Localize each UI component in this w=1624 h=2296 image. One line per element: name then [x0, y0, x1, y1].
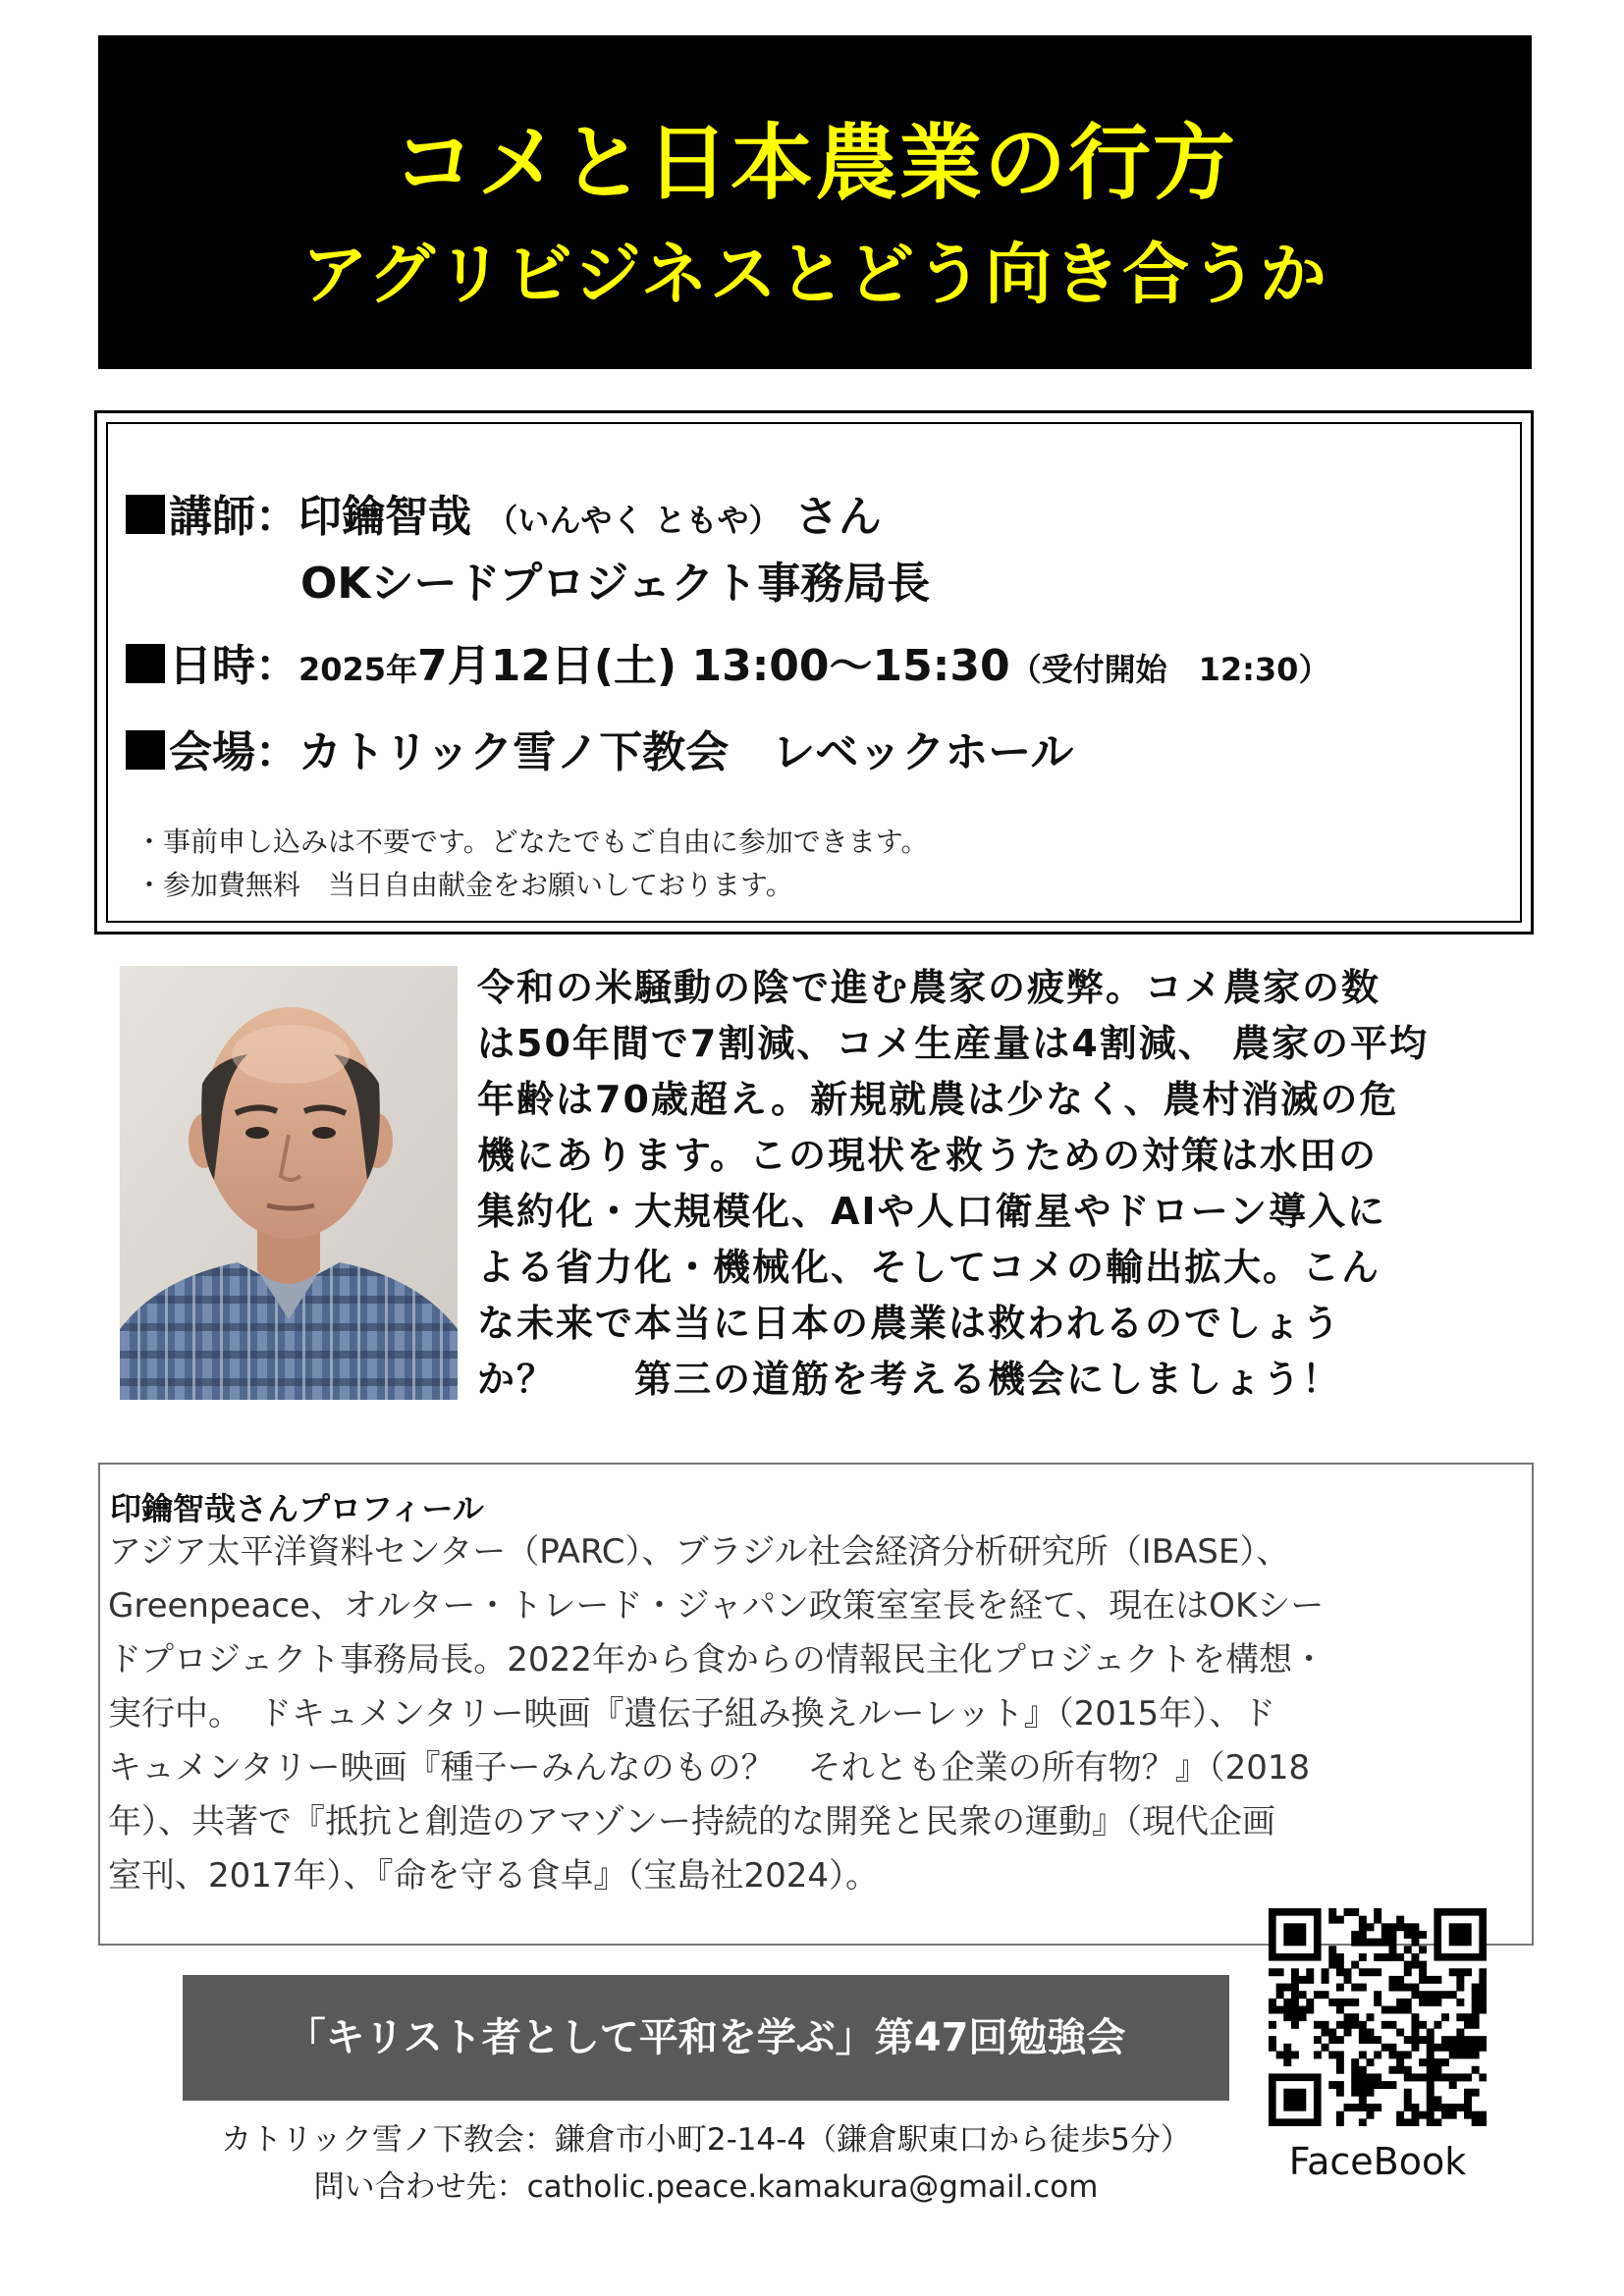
note-fee: ・参加費無料 当日自由献金をお願いしております。: [135, 869, 793, 901]
profile-line: ドプロジェクト事務局長。2022年から食からの情報民主化プロジェクトを構想・: [108, 1640, 1326, 1680]
profile-line: 実行中。 ドキュメンタリー映画『遺伝子組み換えルーレット』（2015年）、ド: [108, 1694, 1276, 1734]
event-info-inner-border: [106, 422, 1522, 923]
speaker-name: 印鑰智哉: [298, 492, 471, 542]
bullet-square-icon: [126, 495, 165, 534]
bullet-square-icon: [126, 644, 165, 683]
lead-line: 年齢は70歳超え。新規就農は少なく、農村消滅の危: [477, 1078, 1399, 1121]
lead-line: か？ 第三の道筋を考える機会にしましょう！: [477, 1358, 1342, 1401]
datetime-date: 7月12日(土) 13:00～15:30: [417, 641, 1010, 691]
datetime-reception: （受付開始 12:30）: [1009, 651, 1330, 688]
contact-email: 問い合わせ先：catholic.peace.kamakura@gmail.com: [313, 2169, 1099, 2205]
lead-line: よる省力化・機械化、そしてコメの輸出拡大。こん: [477, 1246, 1381, 1289]
profile-line: アジア太平洋資料センター（PARC）、ブラジル社会経済分析研究所（IBASE）、: [108, 1532, 1290, 1572]
event-info-box: [94, 410, 1534, 934]
title-banner: [98, 35, 1532, 369]
speaker-suffix: さん: [794, 492, 882, 542]
lead-line: 集約化・大規模化、AIや人口衛星やドローン導入に: [477, 1190, 1387, 1233]
venue-row: [126, 717, 1073, 779]
speaker-label: 講師：: [169, 492, 298, 542]
profile-line: キュメンタリー映画『種子ーみんなのもの？ それとも企業の所有物？』（2018: [108, 1748, 1311, 1788]
lead-line: 機にあります。この現状を救うための対策は水田の: [477, 1134, 1378, 1177]
datetime-year: 2025年: [298, 651, 418, 688]
subtitle: アグリビジネスとどう向き合うか: [301, 237, 1328, 314]
series-banner-text: 「キリスト者として平和を学ぶ」第47回勉強会: [286, 2015, 1126, 2060]
lead-line: な未来で本当に日本の農業は救われるのでしょう: [477, 1302, 1342, 1345]
series-banner: [183, 1975, 1229, 2101]
lead-line: 令和の米騒動の陰で進む農家の疲弊。コメ農家の数: [477, 966, 1381, 1009]
datetime-label: 日時：: [169, 641, 298, 691]
profile-line: 年）、共著で『抵抗と創造のアマゾンー持続的な開発と民衆の運動』（現代企画: [108, 1802, 1275, 1842]
bullet-square-icon: [126, 730, 165, 770]
speaker-row: [126, 481, 882, 544]
lead-line: は50年間で7割減、コメ生産量は4割減、 農家の平均: [477, 1022, 1429, 1065]
main-title: コメと日本農業の行方: [392, 115, 1237, 211]
profile-box: [98, 1463, 1534, 1946]
note-registration: ・事前申し込みは不要です。どなたでもご自由に参加できます。: [135, 826, 929, 858]
profile-body: [108, 1525, 1522, 1903]
lead-paragraph: [477, 960, 1528, 1408]
speaker-portrait: [120, 966, 458, 1400]
profile-heading: 印鑰智哉さんプロフィール: [110, 1490, 484, 1527]
datetime-row: [126, 630, 1329, 693]
profile-line: Greenpeace、オルター・トレード・ジャパン政策室室長を経て、現在はOKシー: [108, 1586, 1325, 1626]
venue-label: 会場：: [169, 727, 298, 777]
venue-address: カトリック雪ノ下教会：鎌倉市小町2-14-4（鎌倉駅東口から徒歩5分）: [221, 2122, 1191, 2158]
qr-label: FaceBook: [1288, 2140, 1467, 2183]
facebook-qr-code[interactable]: [1269, 1908, 1487, 2126]
profile-line: 室刊、2017年）、『命を守る食卓』（宝島社2024）。: [108, 1856, 880, 1896]
speaker-title: OKシードプロジェクト事務局長: [300, 559, 931, 609]
speaker-reading: （いんやく ともや）: [486, 502, 781, 539]
venue-name: カトリック雪ノ下教会 レベックホール: [298, 727, 1074, 777]
